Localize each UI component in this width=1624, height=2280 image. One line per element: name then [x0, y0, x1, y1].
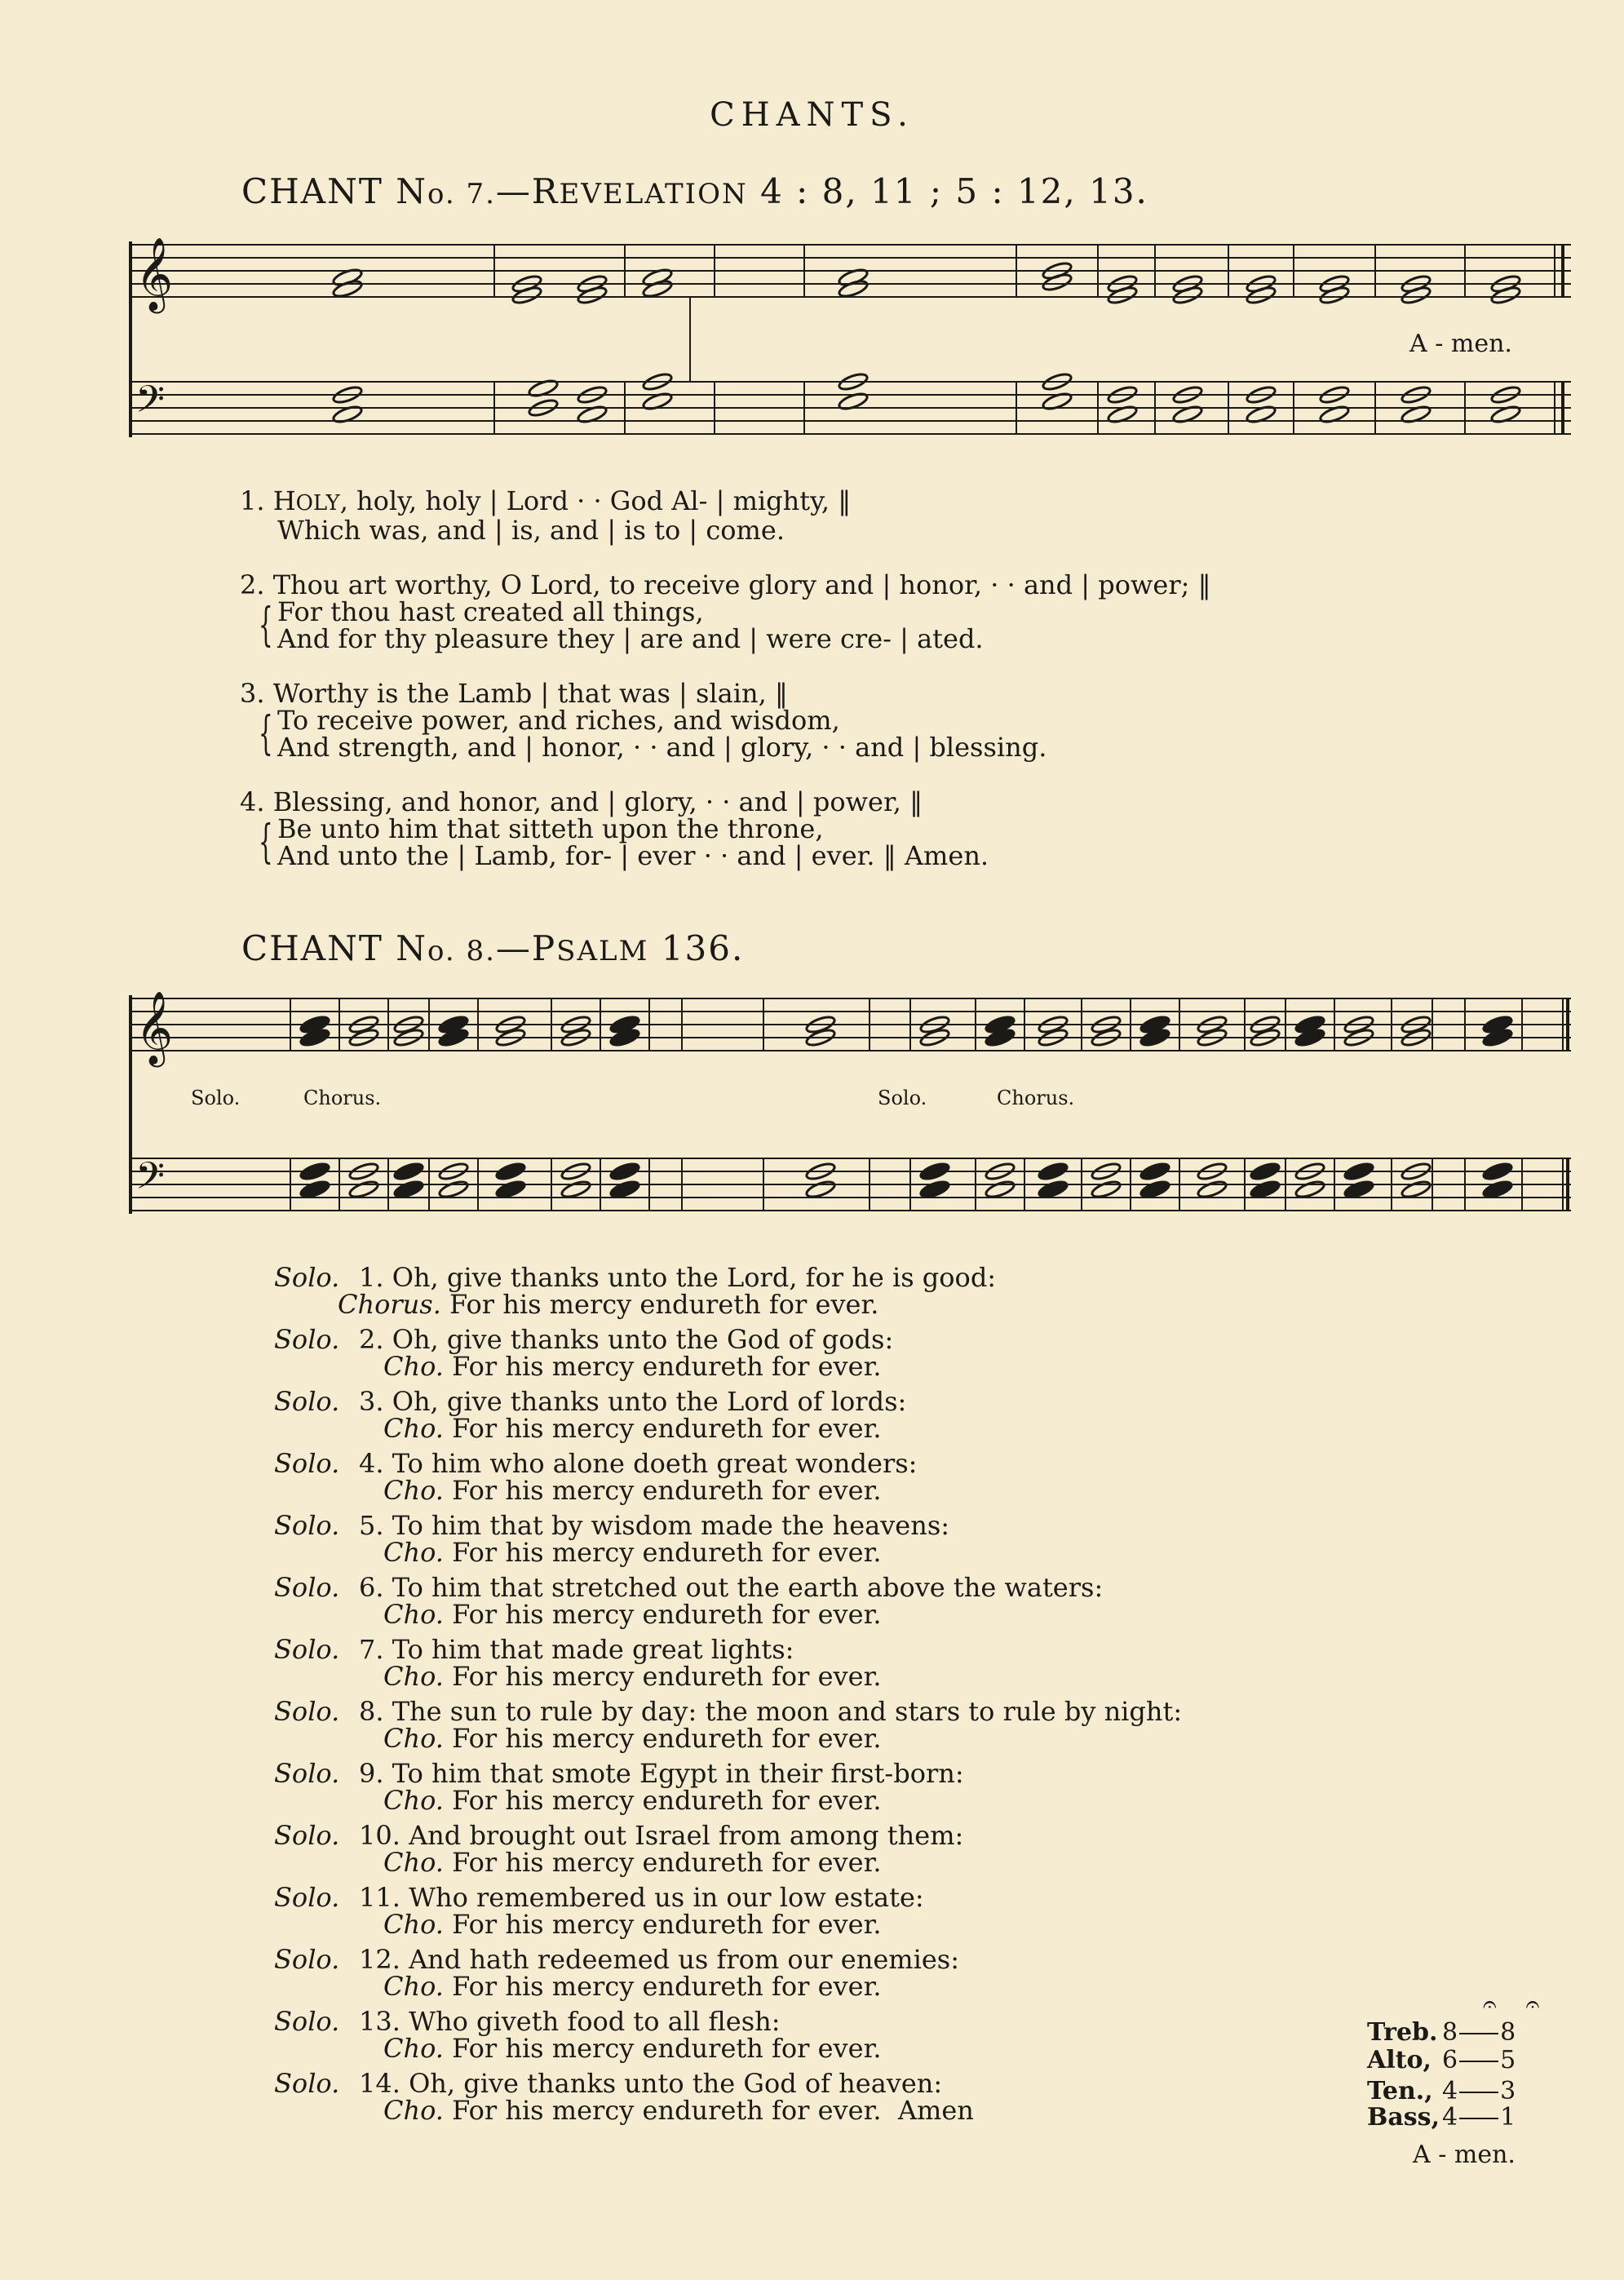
harmony-b: 1 [1500, 2103, 1516, 2132]
chant7-amen-label: A - men. [1409, 330, 1512, 358]
note-head [1294, 1179, 1326, 1199]
chant7-title [241, 171, 1148, 211]
verse-number: 2. [359, 1324, 384, 1355]
verse-line: Be unto him that sitteth upon the throne, [277, 813, 824, 844]
harmony-b: 3 [1500, 2077, 1516, 2105]
psalm-solo-line [274, 1512, 1182, 1539]
note-head [919, 1179, 951, 1199]
psalm-verse [274, 1822, 1182, 1876]
psalm-verse [274, 2070, 1182, 2124]
harmony-part: Treb. [1367, 2018, 1438, 2047]
psalm-verse [274, 1946, 1182, 2000]
fermata-icon: 𝄐𝄐 [1483, 1990, 1569, 2019]
psalm-verse [274, 1512, 1182, 1566]
note-head [511, 285, 543, 305]
verse-text: To him that smote Egypt in their first-born: [392, 1758, 964, 1789]
solo-prefix: Solo. [274, 2068, 340, 2099]
note-head [1401, 1179, 1432, 1199]
harmony-part: Ten., [1367, 2077, 1433, 2105]
solo-label: Solo. [191, 1087, 241, 1109]
verse-text: The sun to rule by day: the moon and stars to rule by night: [392, 1696, 1183, 1727]
refrain-text: For his mercy endureth for ever. [452, 1351, 882, 1382]
verse-number: 9. [359, 1758, 384, 1789]
chant8-title-dash: —P [495, 928, 557, 968]
harmony-line [1459, 2033, 1498, 2034]
note-head [1042, 272, 1073, 292]
note-head [609, 1179, 641, 1199]
verse-text: Oh, give thanks unto the God of heaven: [409, 2068, 943, 2099]
note-head [805, 1179, 837, 1199]
note-head [1482, 1161, 1514, 1181]
psalm-chorus-line [274, 1663, 1182, 1690]
verse-text: Who remembered us in our low estate: [409, 1882, 924, 1913]
verse-number: 4. [240, 786, 265, 817]
solo-prefix: Solo. [274, 1944, 340, 1975]
chorus-prefix: Chorus. [338, 1289, 441, 1320]
verse-line: And strength, and | honor, · · and | glory, · · and | blessing. [277, 732, 1047, 763]
solo-prefix: Solo. [274, 1634, 340, 1665]
solo-prefix: Solo. [274, 1262, 340, 1293]
brace-icon: { [258, 707, 273, 760]
psalm-solo-line [274, 2070, 1182, 2097]
note-head [1197, 1179, 1228, 1199]
chorus-label: Chorus. [303, 1087, 382, 1109]
note-head [609, 1161, 641, 1181]
note-head [1246, 285, 1277, 305]
harmony-line [1459, 2061, 1498, 2062]
harmony-line [1459, 2118, 1498, 2119]
chorus-prefix: Cho. [383, 1785, 444, 1816]
verse-text: Thou art worthy, O Lord, to receive glory and | honor, · · and | power; ‖ [272, 569, 1211, 600]
note-head [919, 1161, 951, 1181]
psalm-solo-line [274, 1450, 1182, 1477]
note-head [838, 278, 870, 299]
verse-number: 12. [359, 1944, 400, 1975]
solo-prefix: Solo. [274, 1324, 340, 1355]
chant8-verses [274, 1264, 1182, 2132]
harmony-part: Alto, [1367, 2046, 1432, 2074]
solo-prefix: Solo. [274, 1448, 340, 1479]
refrain-text: For his mercy endureth for ever. [452, 1537, 882, 1568]
chant7-verse-4 [240, 786, 1211, 871]
solo-prefix: Solo. [274, 1510, 340, 1541]
chorus-prefix: Cho. [383, 2095, 444, 2126]
verse-text: And hath redeemed us from our enemies: [409, 1944, 959, 1975]
verse-line: And unto the | Lamb, for- | ever · · and | ever. ‖ Amen. [277, 840, 989, 871]
verse-brace-group [240, 596, 1211, 654]
harmony-row [1367, 2077, 1516, 2105]
verse-number: 6. [359, 1572, 384, 1603]
verse-line: And for thy pleasure they | are and | were cre- | ated. [277, 623, 984, 654]
psalm-chorus-line [274, 1973, 1182, 2000]
verse-text: To him that made great lights: [392, 1634, 794, 1665]
verse-text: Oh, give thanks unto the Lord of lords: [392, 1386, 907, 1417]
verse-number: 7. [359, 1634, 384, 1665]
harmony-a: 4 [1442, 2077, 1458, 2105]
chorus-prefix: Cho. [383, 1661, 444, 1692]
verse-text: Blessing, and honor, and | glory, · · and | power, ‖ [272, 786, 923, 817]
verse-line [240, 569, 1211, 600]
chant8-title-tail: 136. [648, 928, 745, 968]
solo-prefix: Solo. [274, 1820, 340, 1851]
psalm-solo-line [274, 1388, 1182, 1415]
note-head [438, 1179, 470, 1199]
psalm-verse [274, 1388, 1182, 1442]
chant8-title-no: o. 8. [427, 935, 496, 967]
verse-text: , holy, holy | Lord · · God Al- | mighty, ‖ [339, 485, 852, 516]
verse-text: Worthy is the Lamb | that was | slain, ‖ [272, 678, 788, 709]
verse-number: 11. [359, 1882, 400, 1913]
refrain-text: For his mercy endureth for ever. [452, 2033, 882, 2064]
chorus-prefix: Cho. [383, 1537, 444, 1568]
psalm-verse [274, 1884, 1182, 1938]
refrain-text: For his mercy endureth for ever. [452, 1475, 882, 1506]
note-head [1250, 1161, 1281, 1181]
psalm-chorus-line [274, 1291, 1182, 1318]
psalm-chorus-line [274, 1415, 1182, 1442]
psalm-chorus-line [274, 2035, 1182, 2062]
psalm-verse [274, 1760, 1182, 1814]
note-head [299, 1161, 331, 1181]
chant8-title-main: CHANT N [241, 928, 427, 968]
note-head [1107, 285, 1139, 305]
note-head [1172, 285, 1204, 305]
harmony-row [1367, 2103, 1516, 2132]
chorus-prefix: Cho. [383, 1847, 444, 1878]
verse-line [240, 786, 1211, 817]
note-head [1482, 1179, 1514, 1199]
verse-number: 8. [359, 1696, 384, 1727]
amen-word: Amen [897, 2095, 974, 2126]
solo-prefix: Solo. [274, 1572, 340, 1603]
note-head [1139, 1179, 1171, 1199]
psalm-chorus-line [274, 1849, 1182, 1876]
chant7-verse-3 [240, 680, 1211, 761]
chant8-title-ref: SALM [556, 935, 649, 967]
psalm-solo-line [274, 1574, 1182, 1601]
chant7-score [119, 220, 1579, 449]
note-head [1139, 1161, 1171, 1181]
verse-first-letter: H [272, 485, 296, 516]
psalm-verse [274, 2008, 1182, 2062]
refrain-text: For his mercy endureth for ever. [452, 1847, 882, 1878]
psalm-solo-line [274, 2008, 1182, 2035]
verse-line [240, 485, 1211, 517]
verse-number: 10. [359, 1820, 400, 1851]
refrain-text: For his mercy endureth for ever. [452, 1971, 882, 2002]
psalm-solo-line [274, 1822, 1182, 1849]
harmony-part: Bass, [1367, 2103, 1440, 2132]
refrain-text: For his mercy endureth for ever. [452, 2095, 882, 2126]
note-head [1250, 1179, 1281, 1199]
note-head [1319, 285, 1351, 305]
verse-text: Oh, give thanks unto the God of gods: [392, 1324, 894, 1355]
verse-number: 2. [240, 569, 265, 600]
note-head [985, 1179, 1016, 1199]
note-head [332, 278, 364, 299]
refrain-text: For his mercy endureth for ever. [452, 1785, 882, 1816]
verse-line: To receive power, and riches, and wisdom, [277, 705, 840, 736]
chorus-prefix: Cho. [383, 1723, 444, 1754]
chant7-notes [332, 260, 1522, 424]
psalm-solo-line [274, 1946, 1182, 1973]
treble-clef-icon: 𝄞 [135, 237, 174, 311]
chant7-verse-1 [240, 485, 1211, 546]
chant8-score [119, 979, 1579, 1256]
note-head [348, 1179, 380, 1199]
psalm-solo-line [274, 1698, 1182, 1725]
chorus-prefix: Cho. [383, 1475, 444, 1506]
psalm-chorus-line [274, 1601, 1182, 1628]
verse-number: 3. [240, 678, 265, 709]
psalm-chorus-line [274, 1539, 1182, 1566]
chorus-prefix: Cho. [383, 1413, 444, 1444]
note-head [642, 278, 674, 299]
verse-number: 1. [240, 485, 265, 516]
verse-line [240, 680, 1211, 707]
chant7-title-dash: —R [495, 171, 560, 211]
verse-brace-group [240, 813, 1211, 871]
chant7-title-no: o. 7. [427, 178, 496, 210]
brace-icon: { [258, 599, 273, 652]
verse-line: Which was, and | is, and | is to | come. [277, 515, 785, 546]
refrain-text: For his mercy endureth for ever. [452, 1661, 882, 1692]
solo-prefix: Solo. [274, 1696, 340, 1727]
psalm-verse [274, 1264, 1182, 1318]
bass-clef-icon: 𝄢 [135, 378, 166, 431]
chant8-amen-label: A - men. [1413, 2141, 1516, 2169]
solo-prefix: Solo. [274, 1882, 340, 1913]
harmony-row [1367, 2046, 1516, 2074]
chant7-title-main: CHANT N [241, 171, 427, 211]
solo-prefix: Solo. [274, 2006, 340, 2037]
verse-number: 1. [359, 1262, 384, 1293]
psalm-chorus-line [274, 2097, 1182, 2124]
verse-number: 13. [359, 2006, 400, 2037]
chant8-staff-svg [119, 979, 1579, 1256]
chant8-treble-lines [131, 998, 1571, 1051]
note-head [1401, 285, 1432, 305]
note-head [1038, 1179, 1069, 1199]
treble-clef-icon: 𝄞 [135, 991, 174, 1065]
note-head [299, 1179, 331, 1199]
psalm-verse [274, 1574, 1182, 1628]
solo-prefix: Solo. [274, 1758, 340, 1789]
chorus-prefix: Cho. [383, 1971, 444, 2002]
chant7-staff-svg [119, 220, 1579, 449]
verse-brace-group [240, 707, 1211, 761]
note-head [1091, 1179, 1122, 1199]
verse-number: 14. [359, 2068, 400, 2099]
chant7-verse-2 [240, 569, 1211, 654]
psalm-verse [274, 1326, 1182, 1380]
chorus-prefix: Cho. [383, 1909, 444, 1940]
note-head [1490, 285, 1522, 305]
chant7-verses [240, 485, 1211, 897]
chorus-prefix: Cho. [383, 1351, 444, 1382]
verse-number: 5. [359, 1510, 384, 1541]
note-head [577, 285, 608, 305]
chorus-label: Chorus. [997, 1087, 1075, 1109]
solo-label: Solo. [878, 1087, 927, 1109]
harmony-a: 6 [1442, 2046, 1458, 2074]
harmony-a: 4 [1442, 2103, 1458, 2132]
harmony-row [1367, 2018, 1516, 2047]
harmony-b: 8 [1500, 2018, 1516, 2047]
verse-text: To him that by wisdom made the heavens: [392, 1510, 950, 1541]
refrain-text: For his mercy endureth for ever. [449, 1289, 879, 1320]
psalm-chorus-line [274, 1725, 1182, 1752]
solo-prefix: Solo. [274, 1386, 340, 1417]
harmony-b: 5 [1500, 2046, 1516, 2074]
verse-smallcaps: OLY [295, 491, 340, 516]
note-head [1038, 1161, 1069, 1181]
psalm-solo-line [274, 1760, 1182, 1787]
harmony-line [1459, 2092, 1498, 2093]
psalm-verse [274, 1450, 1182, 1504]
verse-text: Oh, give thanks unto the Lord, for he is good: [392, 1262, 997, 1293]
note-head [1343, 1179, 1375, 1199]
harmony-a: 8 [1442, 2018, 1458, 2047]
psalm-verse [274, 1636, 1182, 1690]
verse-text: To him that stretched out the earth above the waters: [392, 1572, 1104, 1603]
refrain-text: For his mercy endureth for ever. [452, 1413, 882, 1444]
chant7-title-tail: 4 : 8, 11 ; 5 : 12, 13. [747, 171, 1148, 211]
chant7-title-ref: EVELATION [559, 178, 748, 210]
psalm-solo-line [274, 1326, 1182, 1353]
verse-text: And brought out Israel from among them: [409, 1820, 964, 1851]
psalm-solo-line [274, 1636, 1182, 1663]
psalm-chorus-line [274, 1477, 1182, 1504]
bass-clef-icon: 𝄢 [135, 1154, 166, 1207]
refrain-text: For his mercy endureth for ever. [452, 1723, 882, 1754]
verse-line: For thou hast created all things, [277, 596, 704, 627]
verse-number: 4. [359, 1448, 384, 1479]
psalm-solo-line [274, 1884, 1182, 1911]
page-title: CHANTS. [710, 96, 914, 134]
note-head [495, 1161, 527, 1181]
psalm-chorus-line [274, 1353, 1182, 1380]
verse-number: 3. [359, 1386, 384, 1417]
psalm-solo-line [274, 1264, 1182, 1291]
chorus-prefix: Cho. [383, 2033, 444, 2064]
note-head [393, 1161, 425, 1181]
psalm-verse [274, 1698, 1182, 1752]
note-head [560, 1179, 592, 1199]
verse-text: To him who alone doeth great wonders: [392, 1448, 918, 1479]
chant8-title [241, 928, 744, 968]
refrain-text: For his mercy endureth for ever. [452, 1599, 882, 1630]
verse-text: Who giveth food to all flesh: [409, 2006, 781, 2037]
note-head [393, 1179, 425, 1199]
psalm-chorus-line [274, 1787, 1182, 1814]
chorus-prefix: Cho. [383, 1599, 444, 1630]
brace-icon: { [258, 816, 273, 869]
refrain-text: For his mercy endureth for ever. [452, 1909, 882, 1940]
note-head [1343, 1161, 1375, 1181]
note-head [495, 1179, 527, 1199]
psalm-chorus-line [274, 1911, 1182, 1938]
